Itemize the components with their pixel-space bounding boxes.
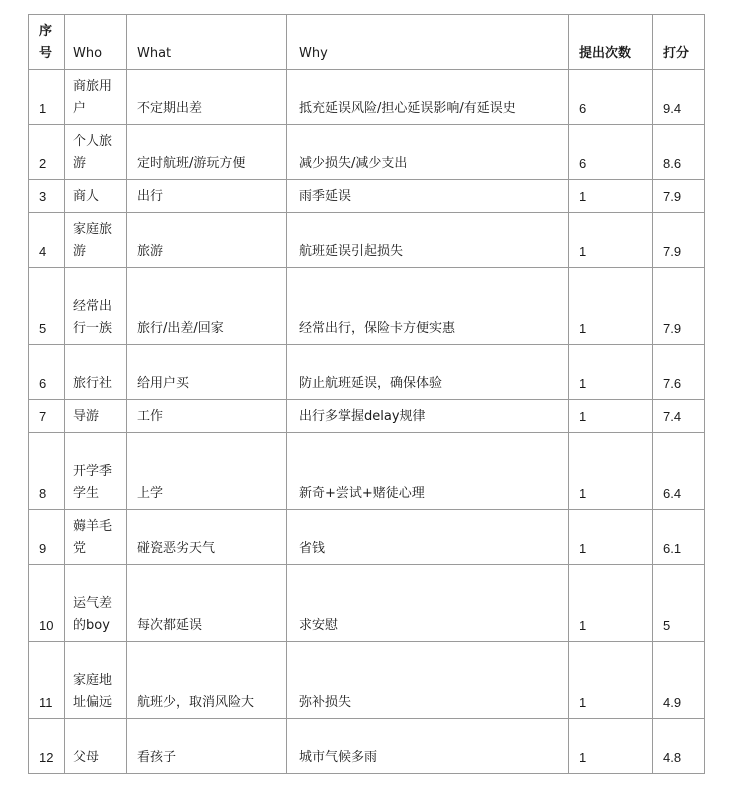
row-score: 4.9 (653, 642, 705, 719)
survey-table (28, 14, 705, 774)
table-row (29, 213, 705, 268)
row-score: 5 (653, 565, 705, 642)
row-why: 出行多掌握delay规律 (287, 400, 569, 433)
row-count: 1 (569, 180, 653, 213)
row-no: 7 (29, 400, 65, 433)
row-no: 1 (29, 70, 65, 125)
header-who: Who (65, 15, 127, 70)
row-count: 1 (569, 268, 653, 345)
row-count: 6 (569, 125, 653, 180)
row-why: 雨季延误 (287, 180, 569, 213)
row-count: 1 (569, 345, 653, 400)
row-no: 5 (29, 268, 65, 345)
table-row (29, 400, 705, 433)
row-why: 经常出行，保险卡方便实惠 (287, 268, 569, 345)
table-row (29, 719, 705, 774)
row-score: 7.6 (653, 345, 705, 400)
row-who: 旅行社 (65, 345, 127, 400)
row-score: 6.4 (653, 433, 705, 510)
header-row (29, 15, 705, 70)
row-what: 碰瓷恶劣天气 (127, 510, 287, 565)
row-who: 商人 (65, 180, 127, 213)
row-no: 2 (29, 125, 65, 180)
table-row (29, 642, 705, 719)
table-row (29, 268, 705, 345)
table-row (29, 345, 705, 400)
header-no: 序号 (29, 15, 65, 70)
header-count: 提出次数 (569, 15, 653, 70)
row-what: 不定期出差 (127, 70, 287, 125)
header-score: 打分 (653, 15, 705, 70)
table-row (29, 180, 705, 213)
row-what: 旅游 (127, 213, 287, 268)
header-what: What (127, 15, 287, 70)
row-what: 看孩子 (127, 719, 287, 774)
row-what: 上学 (127, 433, 287, 510)
row-no: 6 (29, 345, 65, 400)
row-what: 航班少，取消风险大 (127, 642, 287, 719)
row-who: 薅羊毛党 (65, 510, 127, 565)
row-no: 10 (29, 565, 65, 642)
row-score: 6.1 (653, 510, 705, 565)
row-score: 9.4 (653, 70, 705, 125)
row-what: 给用户买 (127, 345, 287, 400)
row-count: 6 (569, 70, 653, 125)
row-why: 防止航班延误，确保体验 (287, 345, 569, 400)
row-what: 每次都延误 (127, 565, 287, 642)
row-count: 1 (569, 510, 653, 565)
row-no: 8 (29, 433, 65, 510)
row-why: 省钱 (287, 510, 569, 565)
row-score: 4.8 (653, 719, 705, 774)
row-count: 1 (569, 719, 653, 774)
row-why: 新奇+尝试+赌徒心理 (287, 433, 569, 510)
row-score: 7.9 (653, 180, 705, 213)
table-row (29, 125, 705, 180)
row-what: 旅行/出差/回家 (127, 268, 287, 345)
row-count: 1 (569, 213, 653, 268)
row-count: 1 (569, 433, 653, 510)
header-why: Why (287, 15, 569, 70)
row-no: 4 (29, 213, 65, 268)
row-no: 11 (29, 642, 65, 719)
row-who: 导游 (65, 400, 127, 433)
row-what: 工作 (127, 400, 287, 433)
table-row (29, 70, 705, 125)
table-row (29, 565, 705, 642)
row-no: 9 (29, 510, 65, 565)
row-who: 商旅用户 (65, 70, 127, 125)
row-who: 运气差的boy (65, 565, 127, 642)
table-row (29, 433, 705, 510)
row-who: 开学季学生 (65, 433, 127, 510)
row-who: 个人旅游 (65, 125, 127, 180)
table-row (29, 510, 705, 565)
row-no: 3 (29, 180, 65, 213)
row-why: 航班延误引起损失 (287, 213, 569, 268)
row-score: 7.4 (653, 400, 705, 433)
row-why: 城市气候多雨 (287, 719, 569, 774)
row-who: 经常出行一族 (65, 268, 127, 345)
row-why: 减少损失/减少支出 (287, 125, 569, 180)
row-who: 家庭地址偏远 (65, 642, 127, 719)
row-what: 出行 (127, 180, 287, 213)
row-why: 弥补损失 (287, 642, 569, 719)
row-what: 定时航班/游玩方便 (127, 125, 287, 180)
row-why: 抵充延误风险/担心延误影响/有延误史 (287, 70, 569, 125)
row-who: 父母 (65, 719, 127, 774)
row-count: 1 (569, 400, 653, 433)
row-count: 1 (569, 642, 653, 719)
row-score: 7.9 (653, 268, 705, 345)
row-who: 家庭旅游 (65, 213, 127, 268)
row-no: 12 (29, 719, 65, 774)
row-count: 1 (569, 565, 653, 642)
row-score: 7.9 (653, 213, 705, 268)
row-score: 8.6 (653, 125, 705, 180)
row-why: 求安慰 (287, 565, 569, 642)
